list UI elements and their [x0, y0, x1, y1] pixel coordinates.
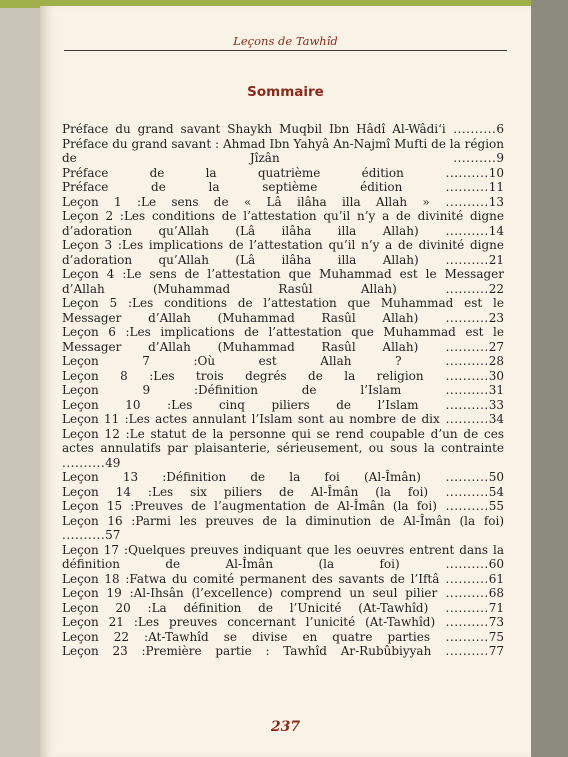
toc-entry[interactable] — [62, 630, 504, 645]
toc-entry[interactable] — [62, 427, 504, 471]
leader-dots: .......... — [439, 412, 489, 426]
leader-dots: .......... — [431, 644, 489, 658]
toc-entry-title: Leçon 21 :Les preuves concernant l’unicité (At-Tawhîd) — [62, 615, 436, 629]
page-number: 237 — [270, 719, 301, 735]
toc-entry[interactable] — [62, 383, 504, 398]
book-page — [40, 6, 531, 757]
toc-entry[interactable] — [62, 543, 504, 572]
leader-dots: .......... — [435, 615, 489, 629]
leader-dots: .......... — [401, 354, 489, 368]
toc-entry-title: Leçon 19 :Al-Ihsân (l’excellence) comprend un seul pilier — [62, 586, 438, 600]
toc-entry-page: 71 — [488, 600, 504, 615]
toc-entry[interactable] — [62, 485, 504, 500]
toc-entry-page: 23 — [488, 310, 504, 325]
toc-entry[interactable] — [62, 354, 504, 369]
toc-entry-title: Préface du grand savant Shaykh Muqbil Ibn Hâdî Al-Wâdi‘i — [62, 122, 446, 136]
leader-dots: .......... — [420, 470, 489, 484]
toc-entry-title: Leçon 6 :Les implications de l’attestation que Muhammad est le Messager d’Allah (Muhammad Rasûl Allah) — [62, 325, 504, 354]
toc-entry-title: Leçon 16 :Parmi les preuves de la diminution de Al-Îmân (la foi) — [62, 513, 504, 528]
toc-entry-page: 73 — [488, 615, 504, 629]
toc-entry-title: Leçon 12 :Le statut de la personne qui se rend coupable d’un de ces actes annulatifs par plaisanterie, sérieusement, ou sous la contrainte — [62, 426, 504, 455]
toc-entry-title: Leçon 18 :Fatwa du comité permanent des savants de l’Iftâ — [62, 571, 440, 586]
toc-entry[interactable] — [62, 296, 504, 325]
toc-entry-title: Leçon 5 :Les conditions de l’attestation que Muhammad est le Messager d’Allah (Muhammad Rasûl Allah) — [62, 296, 504, 325]
toc-entry-title: Préface du grand savant : Ahmad Ibn Yahyâ An-Najmî Mufti de la région de Jîzân — [62, 136, 504, 165]
toc-entry-title: Leçon 9 :Définition de l’Islam — [62, 383, 402, 397]
toc-entry[interactable] — [62, 195, 504, 210]
toc-entry[interactable] — [62, 514, 504, 543]
toc-entry-title: Leçon 22 :At-Tawhîd se divise en quatre parties — [62, 629, 431, 644]
toc-entry-page: 22 — [488, 281, 504, 296]
leader-dots: .......... — [418, 310, 489, 325]
toc-entry-page: 50 — [488, 470, 504, 484]
table-of-contents — [62, 122, 504, 659]
toc-entry-page: 60 — [488, 557, 504, 571]
toc-entry-title: Leçon 1 :Le sens de « Lâ ilâha illa Allah » — [62, 194, 430, 209]
toc-entry-page: 6 — [496, 122, 505, 136]
toc-entry-title: Leçon 14 :Les six piliers de Al-Îmân (la foi) — [62, 484, 429, 499]
leader-dots: .......... — [62, 455, 106, 470]
leader-dots: .......... — [445, 122, 497, 136]
toc-entry[interactable] — [62, 166, 504, 181]
toc-entry-title: Préface de la quatrième édition — [62, 165, 404, 180]
toc-entry-title: Leçon 13 :Définition de la foi (Al-Îmân) — [62, 470, 421, 484]
toc-entry[interactable] — [62, 369, 504, 384]
toc-entry[interactable] — [62, 180, 504, 195]
leader-dots: .......... — [429, 194, 489, 209]
leader-dots: .......... — [428, 484, 489, 499]
toc-entry-title: Leçon 17 :Quelques preuves indiquant que les oeuvres entrent dans la définition de Al-Îmân (la foi) — [62, 542, 504, 571]
leader-dots: .......... — [418, 397, 489, 412]
toc-entry[interactable] — [62, 398, 504, 413]
leader-dots: .......... — [399, 557, 489, 571]
leader-dots: .......... — [439, 571, 489, 586]
toc-entry-page: 28 — [488, 354, 504, 368]
leader-dots: .......... — [403, 165, 489, 180]
leader-dots: .......... — [418, 223, 489, 238]
running-header: Leçons de Tawhîd — [233, 34, 338, 48]
leader-dots: .......... — [402, 180, 489, 194]
toc-entry-title: Leçon 3 :Les implications de l’attestation qu’il n’y a de divinité digne d’adoration qu’Allah (Lâ ilâha illa Allah) — [62, 238, 504, 267]
leader-dots: .......... — [437, 586, 489, 600]
leader-dots: .......... — [436, 499, 489, 513]
toc-entry-page: 10 — [488, 165, 504, 180]
toc-entry[interactable] — [62, 137, 504, 166]
toc-entry[interactable] — [62, 586, 504, 601]
toc-entry[interactable] — [62, 325, 504, 354]
header-rule — [64, 50, 507, 51]
toc-entry-title: Leçon 8 :Les trois degrés de la religion — [62, 368, 424, 383]
toc-entry[interactable] — [62, 601, 504, 616]
toc-entry-page: 31 — [488, 383, 504, 397]
toc-entry[interactable] — [62, 644, 504, 659]
toc-entry-page: 9 — [496, 151, 504, 165]
toc-entry-title: Leçon 4 :Le sens de l’attestation que Muhammad est le Messager d’Allah (Muhammad Rasûl Allah) — [62, 267, 504, 296]
leader-dots: .......... — [423, 368, 489, 383]
toc-entry-page: 49 — [105, 455, 121, 470]
toc-entry-title: Leçon 2 :Les conditions de l’attestation qu’il n’y a de divinité digne d’adoration qu’Allah (Lâ ilâha illa Allah) — [62, 209, 504, 238]
toc-entry[interactable] — [62, 499, 504, 514]
leader-dots: .......... — [396, 281, 489, 296]
toc-entry-page: 34 — [488, 412, 504, 426]
toc-entry-page: 13 — [488, 194, 504, 209]
toc-entry-page: 11 — [488, 180, 504, 194]
toc-entry-title: Leçon 23 :Première partie : Tawhîd Ar-Rubûbiyyah — [62, 644, 432, 658]
toc-entry-title: Leçon 15 :Preuves de l’augmentation de Al-Îmân (la foi) — [62, 499, 437, 513]
leader-dots: .......... — [418, 339, 489, 354]
toc-entry[interactable] — [62, 209, 504, 238]
background-shadow — [531, 0, 568, 757]
toc-entry-page: 68 — [488, 586, 504, 600]
toc-entry[interactable] — [62, 412, 504, 427]
toc-entry-title: Leçon 10 :Les cinq piliers de l’Islam — [62, 397, 419, 412]
toc-entry[interactable] — [62, 615, 504, 630]
leader-dots: .......... — [279, 151, 497, 165]
toc-entry[interactable] — [62, 122, 504, 137]
toc-entry-page: 54 — [488, 484, 504, 499]
toc-entry[interactable] — [62, 238, 504, 267]
toc-entry-page: 55 — [488, 499, 504, 513]
leader-dots: .......... — [430, 629, 489, 644]
leader-dots: .......... — [418, 252, 489, 267]
toc-entry[interactable] — [62, 470, 504, 485]
toc-entry[interactable] — [62, 267, 504, 296]
toc-entry-page: 21 — [488, 252, 504, 267]
page-title: Sommaire — [247, 84, 324, 100]
toc-entry-page: 57 — [105, 528, 121, 542]
toc-entry-title: Préface de la septième édition — [62, 180, 403, 194]
toc-entry-page: 14 — [488, 223, 504, 238]
leader-dots: .......... — [428, 600, 489, 615]
toc-entry-page: 27 — [488, 339, 504, 354]
toc-entry-page: 77 — [488, 644, 504, 658]
toc-entry-page: 75 — [488, 629, 504, 644]
leader-dots: .......... — [62, 528, 106, 542]
toc-entry-title: Leçon 7 :Où est Allah ? — [62, 354, 402, 368]
toc-entry[interactable] — [62, 572, 504, 587]
toc-entry-title: Leçon 11 :Les actes annulant l’Islam sont au nombre de dix — [62, 412, 440, 426]
toc-entry-title: Leçon 20 :La définition de l’Unicité (At-Tawhîd) — [62, 600, 429, 615]
toc-entry-page: 33 — [488, 397, 504, 412]
toc-entry-page: 61 — [488, 571, 504, 586]
leader-dots: .......... — [401, 383, 489, 397]
toc-entry-page: 30 — [488, 368, 504, 383]
